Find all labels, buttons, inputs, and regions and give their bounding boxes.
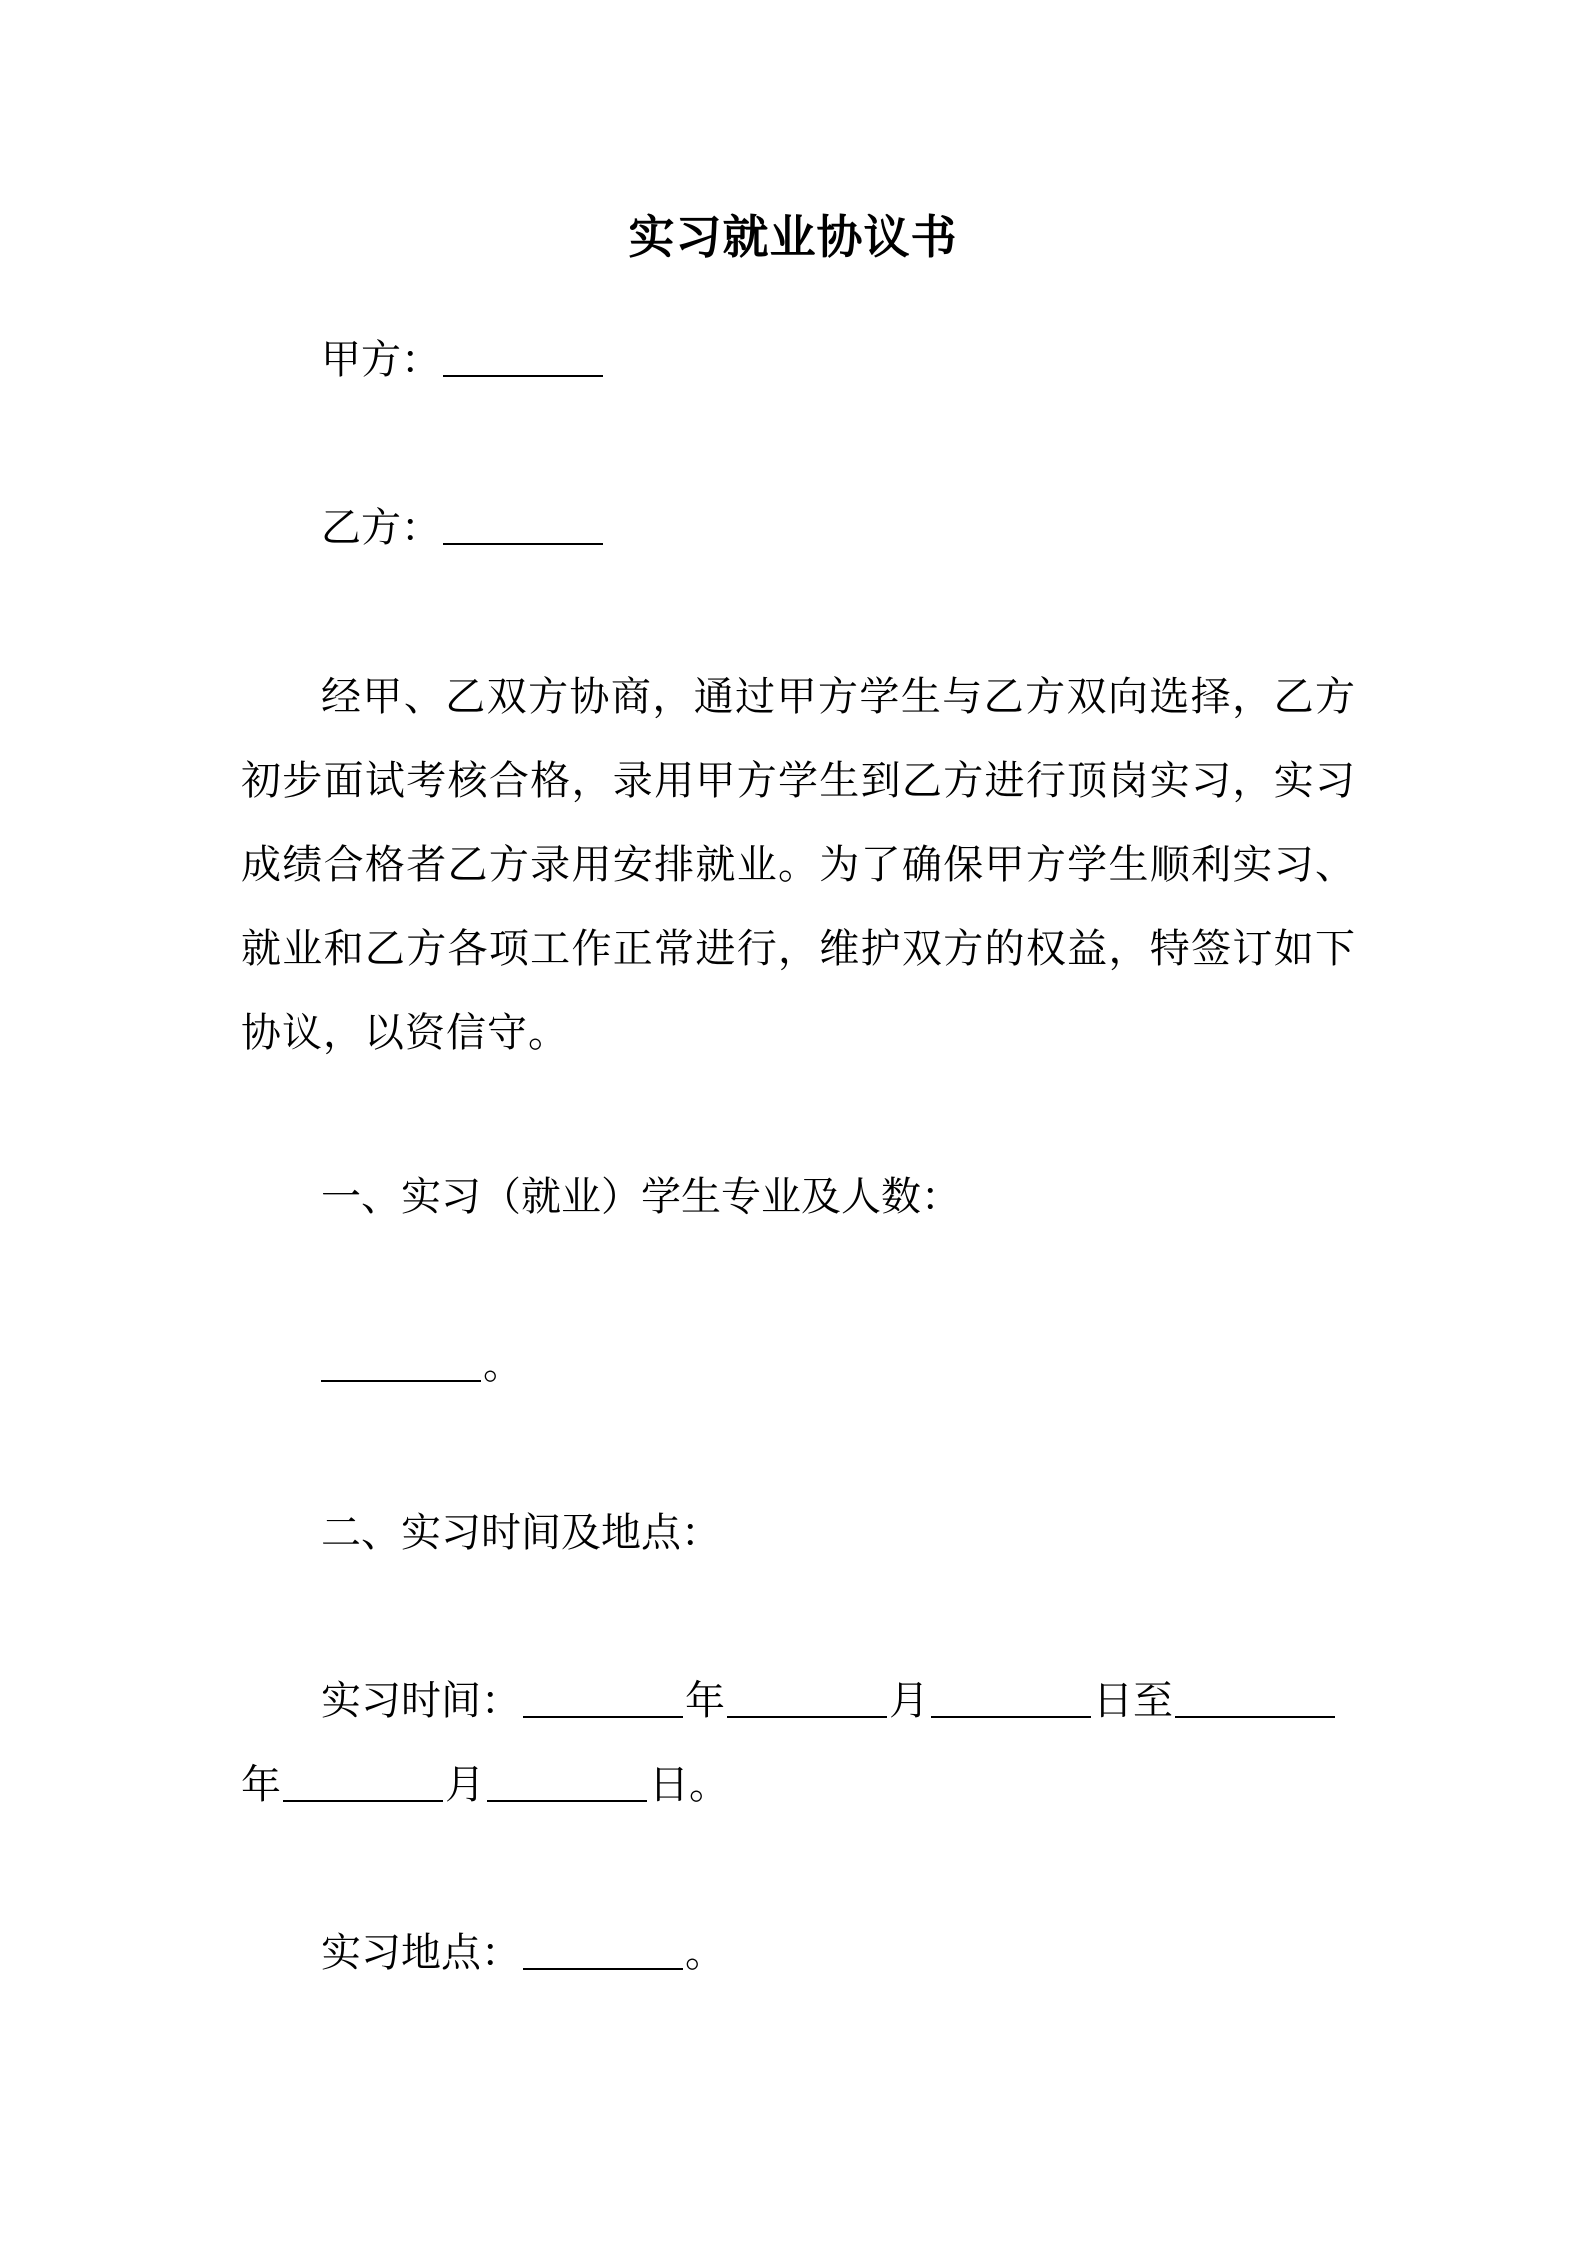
day-to-label: 日至 <box>1093 1678 1173 1724</box>
time-label: 实习时间： <box>321 1678 521 1724</box>
start-day-blank <box>931 1712 1091 1718</box>
intro-paragraph: 经甲、乙双方协商，通过甲方学生与乙方双向选择，乙方初步面试考核合格，录用甲方学生到乙方进行顶岗实习，实习成绩合格者乙方录用安排就业。为了确保甲方学生顺利实习、就业和乙方各项工作正常进行，维护双方的权益，特签订如下协议，以资信守。 <box>241 674 1356 1056</box>
section1-heading: 一、实习（就业）学生专业及人数： <box>321 1174 961 1220</box>
location-line <box>241 1911 1436 1995</box>
end-day-label: 日。 <box>649 1762 729 1808</box>
section1-end: 。 <box>483 1342 523 1388</box>
location-label: 实习地点： <box>321 1930 521 1976</box>
end-month-label: 月 <box>445 1762 485 1808</box>
document-title: 实习就业协议书 <box>628 210 958 264</box>
section2-heading: 二、实习时间及地点： <box>321 1510 721 1556</box>
end-month-blank <box>283 1796 443 1802</box>
end-year-label: 年 <box>241 1762 281 1808</box>
party-b-label: 乙方： <box>321 505 441 551</box>
end-year-blank <box>1175 1712 1335 1718</box>
end-day-blank <box>487 1796 647 1802</box>
start-month-label: 月 <box>889 1678 929 1724</box>
location-blank <box>523 1964 683 1970</box>
time-line-continued <box>241 1743 729 1827</box>
section1-blank <box>321 1376 481 1382</box>
time-line <box>241 1659 1436 1743</box>
party-a-label: 甲方： <box>321 337 441 383</box>
location-end: 。 <box>685 1930 725 1976</box>
start-year-blank <box>523 1712 683 1718</box>
party-b-blank <box>443 539 603 545</box>
party-b-line <box>241 486 1436 570</box>
start-month-blank <box>727 1712 887 1718</box>
party-a-blank <box>443 371 603 377</box>
section1-blank-line <box>241 1323 1436 1407</box>
start-year-label: 年 <box>685 1678 725 1724</box>
party-a-line <box>241 318 1436 402</box>
